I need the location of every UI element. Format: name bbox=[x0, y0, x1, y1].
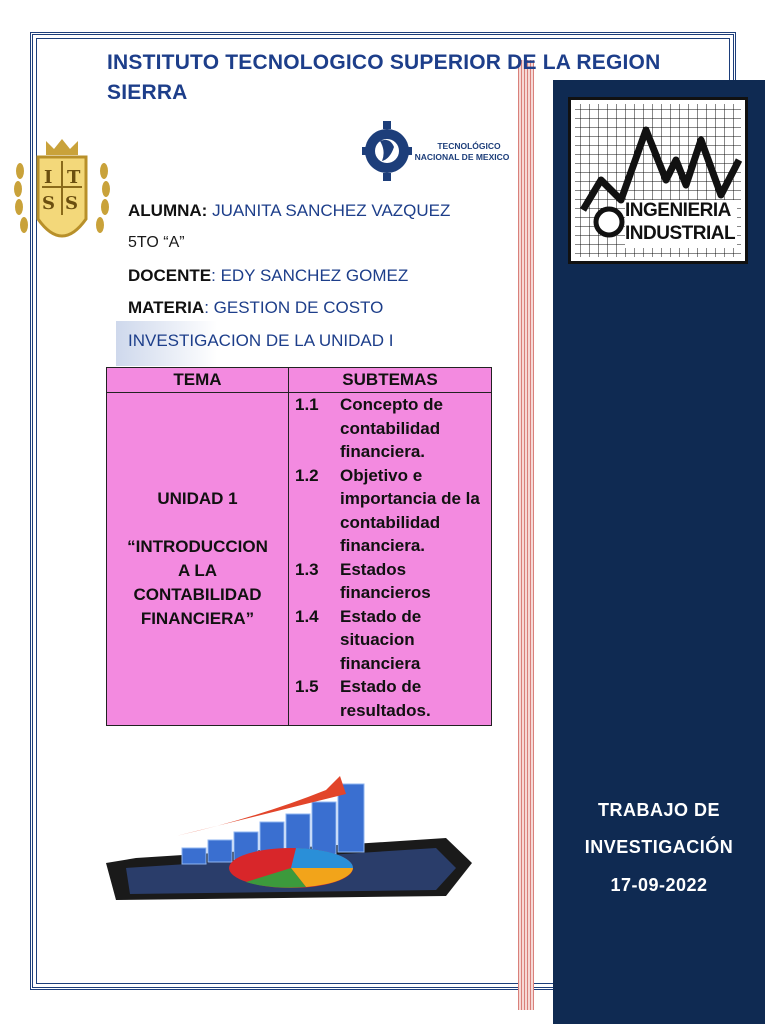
alumna-value: JUANITA SANCHEZ VAZQUEZ bbox=[212, 201, 451, 220]
subtema-number: 1.2 bbox=[295, 465, 319, 485]
docente-value: : EDY SANCHEZ GOMEZ bbox=[211, 266, 409, 285]
itss-letter-s2: S bbox=[65, 193, 78, 214]
subtema-number: 1.3 bbox=[295, 559, 319, 579]
subtema-number: 1.4 bbox=[295, 606, 319, 626]
subtema-item bbox=[289, 393, 491, 464]
decorative-stripes bbox=[518, 60, 534, 1010]
topics-table bbox=[106, 367, 492, 726]
tema-line: FINANCIERA” bbox=[140, 609, 255, 628]
subtema-text: Estados financieros bbox=[340, 559, 431, 602]
unidad-label: UNIDAD 1 bbox=[157, 489, 238, 508]
panel-line1: TRABAJO DE bbox=[597, 800, 720, 820]
itss-letter-i: I bbox=[44, 167, 53, 188]
materia-line bbox=[128, 298, 383, 318]
panel-date: 17-09-2022 bbox=[610, 875, 708, 895]
ing-logo-line2: INDUSTRIAL bbox=[625, 223, 736, 244]
investigacion-line: INVESTIGACION DE LA UNIDAD I bbox=[128, 331, 394, 350]
subtema-text: Estado de resultados. bbox=[340, 677, 431, 720]
tecnm-logo-line2: NACIONAL DE MEXICO bbox=[414, 152, 510, 162]
tema-line: CONTABILIDAD bbox=[133, 585, 262, 604]
subtema-item bbox=[289, 558, 491, 605]
panel-line2: INVESTIGACIÓN bbox=[584, 837, 734, 857]
table-row bbox=[107, 393, 492, 726]
materia-label: MATERIA bbox=[128, 298, 205, 317]
itss-letter-t: T bbox=[67, 167, 81, 188]
alumna-line bbox=[128, 201, 450, 221]
subtema-number: 1.1 bbox=[295, 395, 319, 414]
subtemas-cell bbox=[289, 393, 492, 726]
subtema-item bbox=[289, 675, 491, 722]
itss-letter-s1: S bbox=[42, 193, 55, 214]
finance-chart-illustration bbox=[106, 768, 472, 900]
institution-title: INSTITUTO TECNOLOGICO SUPERIOR DE LA REGION SIERRA bbox=[107, 51, 661, 104]
grupo-line: 5TO “A” bbox=[128, 234, 185, 251]
tecnm-logo-line1: TECNOLÓGICO bbox=[437, 141, 501, 151]
ingenieria-industrial-logo bbox=[568, 97, 748, 264]
subtema-text: Estado de situacion financiera bbox=[340, 606, 422, 673]
tecnm-eagle-icon bbox=[362, 117, 412, 191]
subtema-number: 1.5 bbox=[295, 677, 319, 696]
subtema-item bbox=[289, 605, 491, 676]
table-header-tema: TEMA bbox=[107, 368, 289, 393]
subtema-item bbox=[289, 464, 491, 558]
tema-cell bbox=[107, 393, 289, 726]
docente-line bbox=[128, 266, 408, 286]
itss-logo-icon bbox=[8, 137, 116, 261]
tema-line: A LA bbox=[177, 561, 218, 580]
table-header-subtemas: SUBTEMAS bbox=[289, 368, 492, 393]
tema-line: “INTRODUCCION bbox=[127, 537, 268, 556]
docente-label: DOCENTE bbox=[128, 266, 212, 285]
alumna-label: ALUMNA: bbox=[128, 201, 208, 220]
materia-value: : GESTION DE COSTO bbox=[204, 298, 384, 317]
ing-logo-line1: INGENIERIA bbox=[625, 200, 731, 221]
subtema-text: Concepto de contabilidad financiera. bbox=[340, 395, 443, 461]
subtema-text: Objetivo e importancia de la contabilidad financiera. bbox=[340, 465, 480, 555]
table-header-row bbox=[107, 368, 492, 393]
tecnm-logo bbox=[362, 117, 512, 191]
